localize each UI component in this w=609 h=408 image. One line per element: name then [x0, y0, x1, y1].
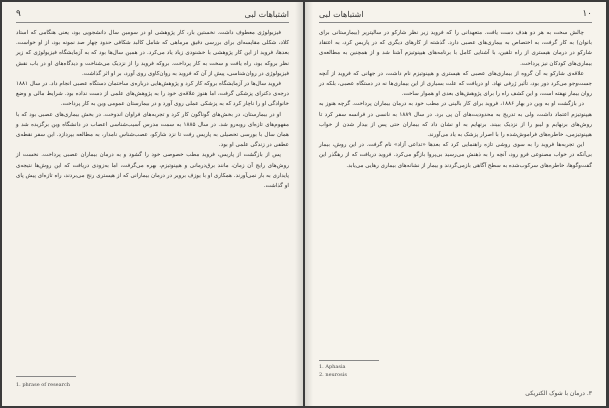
right-paragraph: علاقه‌ی شارکو به آن گروه از بیماری‌های عصبی که هیستری و هیپنوتیزم نام داشت، در جهانی که فروید از آنچه جست‌وجو می‌کرد دور بود، تأثیر ژرفی نهاد. او دریافت که علت بسیاری از این بیماری‌ها نه در دستگاه عصبی، بلکه در روان بیمار نهفته است، و این کشف راه را برای پژوهش‌های بعدی او هموار ساخت. [319, 70, 592, 98]
left-page-header [16, 8, 289, 20]
right-footnote-2: 2. neurosis [319, 372, 347, 378]
right-page-number: ۱۰ [582, 9, 592, 19]
left-footnote-rule [16, 376, 76, 377]
left-paragraph: فیزیولوژی معطوف داشت. نخستین بار، کار پژوهشی او در سومین سال دانشجویی بود، یعنی هنگامی که استاد کلاد، شکلی مقایسه‌ای برای بررسی دقیق مرماهی که شامل کالبد شکافی حدود چهار صد نمونه بود، از او خواست. بعدها، فروید از این کار پژوهشی با خشنودی زیاد یاد می‌کرد. در همین سال‌ها بود که به آزمایشگاه فیزیولوژی که زیر نظر بروکه بود، راه یافت و سخت به کار پرداخت. بروکه فروید را از نزدیک می‌شناخت و دیدگاه‌های او در باب نقش فیزیولوژی در روان‌شناسی، پیش از آن که فروید به روان‌کاوی روی آورد، بر او اثر گذاشت. [16, 30, 289, 77]
right-page [305, 2, 606, 406]
left-paragraph: پس از بازگشت از پاریس، فروید مطب خصوصی خود را گشود و به درمان بیماران عصبی پرداخت. نخست از روش‌های رایج آن زمان، مانند برق‌درمانی و هیپنوتیزم، بهره می‌گرفت، اما به‌زودی دریافت که این روش‌ها نتیجه‌ی پایداری به بار نمی‌آورند. همکاری او با یوزف برویر در درمان بیمارانی که از هیستری رنج می‌بردند، راه تازه‌ای پیش پای او گذاشت. [16, 152, 289, 190]
book-spread [2, 2, 607, 406]
right-paragraph: چالش سخت به هر دو هدف دست یافت. متعهدانی را که فروید زیر نظر شارکو در سالپتریر (بیمارستانی برای بانوان) به کار گرفت، به اختصاص به بیماری‌های عصبی دارد. گذشته از کارهای دیگری که در پاریس کرد، به اعتقاد شارکو در درمان هیستری از راه تلقین، با آشنایی کامل با برنامه‌های هیپنوتیزم آشنا شد و از همچنین به مطالعه‌ی بیماری‌های کودکان نیز پرداخت. [319, 30, 592, 67]
right-page-header [319, 8, 592, 20]
right-page-body [319, 28, 592, 354]
right-running-head: اشتباهات لبی [319, 9, 364, 19]
right-bottom-note: ۳. درمان با شوک الکتریکی [525, 390, 592, 397]
left-paragraph: فروید سال‌ها در آزمایشگاه بروکه کار کرد و پژوهش‌هایی درباره‌ی ساختمان دستگاه عصبی انجام داد. در سال ۱۸۸۱ درجه‌ی دکترای پزشکی گرفت، اما هنوز علاقه‌ی خود را به پژوهش‌های علمی از دست نداده بود. شرایط مالی و وضع خانوادگی او را ناچار کرد که به پزشکی عملی روی آورد و در بیمارستان عمومی وین به کار پرداخت. [16, 81, 289, 108]
right-paragraph: در بازگشت او به وین در بهار ۱۸۸۶، فروید برای کار بالینی در مطب خود به درمان بیماران پرداخت. گرچه هنوز به هیپنوتیزم اعتماد داشت، ولی به تدریج به محدودیت‌های آن پی برد. در سال ۱۸۸۹ به نانسی در فرانسه سفر کرد تا روش‌های برنهایم و لیبو را از نزدیک ببیند. برنهایم به او نشان داد که بیماران حتی پس از بیدار شدن از خواب هیپنوتیزمی، خاطره‌های فراموش‌شده را با اصرار پزشک به یاد می‌آورند. [319, 101, 592, 139]
gutter-shadow [295, 2, 303, 406]
right-footnote-1: 1. Aphasia [319, 364, 346, 370]
gutter-shadow [305, 2, 313, 406]
left-paragraph: او در بیمارستان، در بخش‌های گوناگون کار کرد و تجربه‌های فراوان اندوخت. در بخش بیماری‌های عصبی بود که با مفهوم‌های تازه‌ای روبه‌رو شد. در سال ۱۸۸۵ به سمت مدرس آسیب‌شناسی اعصاب در دانشگاه وین برگزیده شد و همان سال با بورسی تحصیلی به پاریس رفت تا نزد شارکو، عصب‌شناس نامدار، به مطالعه بپردازد. این سفر نقطه‌ی عطفی در زندگی علمی او بود. [16, 111, 289, 149]
left-page-number: ۹ [16, 9, 21, 19]
left-footnote: 1. phrase of research [16, 382, 70, 388]
left-header-rule [16, 22, 289, 23]
left-page [2, 2, 303, 406]
right-paragraph: این تجربه‌ها فروید را به سوی روشی تازه راهنمایی کرد که بعدها «تداعی آزاد» نام گرفت. در این روش، بیمار بی‌آنکه در خواب مصنوعی فرو رود، آنچه را به ذهنش می‌رسید بی‌پروا بازگو می‌کرد. فروید دریافت که از رهگذر این گفت‌وگوها، خاطره‌های سرکوب‌شده به سطح آگاهی بازمی‌گردند و بیمار از نشانه‌های بیماری رهایی می‌یابد. [319, 142, 592, 169]
right-header-rule [319, 22, 592, 23]
left-running-head: اشتباهات لبی [244, 9, 289, 19]
left-page-body [16, 28, 289, 366]
right-footnote-rule [319, 360, 379, 361]
